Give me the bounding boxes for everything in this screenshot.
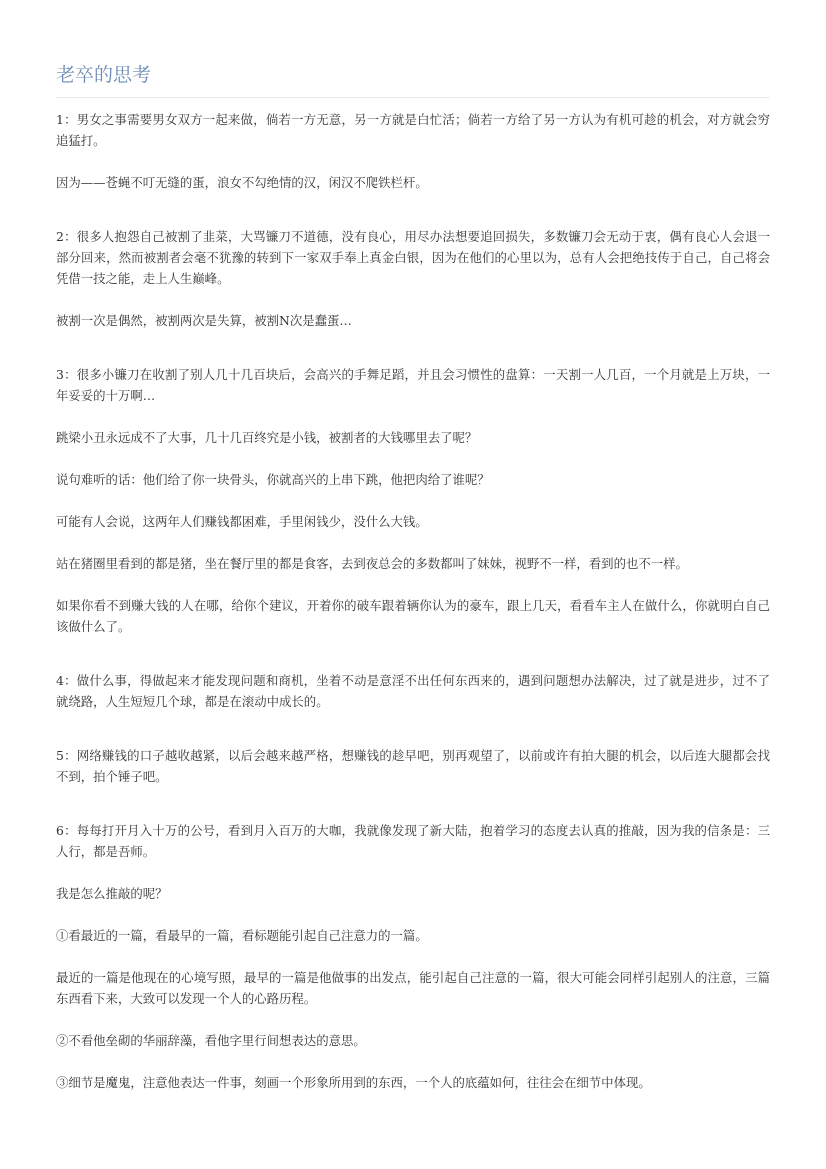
paragraph: 被割一次是偶然，被割两次是失算，被割N次是蠢蛋… [56, 313, 352, 328]
paragraph: 说句难听的话：他们给了你一块骨头，你就高兴的上串下跳，他把肉给了谁呢？ [56, 472, 490, 487]
paragraph: 如果你看不到赚大钱的人在哪，给你个建议，开着你的破车跟着辆你认为的豪车，跟上几天，看看车主人在做什么，你就明白自己该做什么了。 [56, 598, 770, 634]
paragraph: 5：网络赚钱的口子越收越紧，以后会越来越严格，想赚钱的趁早吧，别再观望了，以前或许有拍大腿的机会，以后连大腿都会找不到，拍个锤子吧。 [56, 748, 770, 784]
paragraph: 因为——苍蝇不叮无缝的蛋，浪女不勾绝情的汉，闲汉不爬铁栏杆。 [56, 175, 428, 190]
paragraph: 最近的一篇是他现在的心境写照，最早的一篇是他做事的出发点，能引起自己注意的一篇，很大可能会同样引起别人的注意，三篇东西看下来，大致可以发现一个人的心路历程。 [56, 970, 770, 1006]
paragraph: 4：做什么事，得做起来才能发现问题和商机，坐着不动是意淫不出任何东西来的，遇到问题想办法解决，过了就是进步，过不了就绕路，人生短短几个球，都是在滚动中成长的。 [56, 673, 770, 709]
paragraph: ②不看他垒砌的华丽辞藻，看他字里行间想表达的意思。 [56, 1033, 366, 1048]
paragraph: 3：很多小镰刀在收割了别人几十几百块后，会高兴的手舞足蹈，并且会习惯性的盘算：一天割一人几百，一个月就是上万块，一年妥妥的十万啊… [56, 367, 770, 403]
article-body [56, 109, 770, 1093]
paragraph: ③细节是魔鬼，注意他表达一件事，刻画一个形象所用到的东西，一个人的底蕴如何，往往会在细节中体现。 [56, 1075, 651, 1090]
paragraph: 可能有人会说，这两年人们赚钱都困难，手里闲钱少，没什么大钱。 [56, 514, 428, 529]
paragraph: 站在猪圈里看到的都是猪，坐在餐厅里的都是食客，去到夜总会的多数都叫了妹妹，视野不一样，看到的也不一样。 [56, 556, 688, 571]
paragraph: 1：男女之事需要男女双方一起来做，倘若一方无意，另一方就是白忙活；倘若一方给了另一方认为有机可趁的机会，对方就会穷追猛打。 [56, 112, 770, 148]
paragraph: ①看最近的一篇，看最早的一篇，看标题能引起自己注意力的一篇。 [56, 928, 428, 943]
paragraph: 我是怎么推敲的呢？ [56, 886, 168, 901]
paragraph: 跳梁小丑永远成不了大事，几十几百终究是小钱，被割者的大钱哪里去了呢？ [56, 430, 478, 445]
paragraph: 6：每每打开月入十万的公号，看到月入百万的大咖，我就像发现了新大陆，抱着学习的态度去认真的推敲，因为我的信条是：三人行，都是吾师。 [56, 823, 770, 859]
page-title: 老卒的思考 [56, 62, 770, 98]
paragraph: 2：很多人抱怨自己被割了韭菜，大骂镰刀不道德，没有良心，用尽办法想要追回损失，多数镰刀会无动于衷，偶有良心人会退一部分回来，然而被割者会毫不犹豫的转到下一家双手奉上真金白银，因为在他们的心里以为，总有人会把绝技传于自己，自己将会凭借一技之能，走上人生巅峰。 [56, 229, 770, 286]
